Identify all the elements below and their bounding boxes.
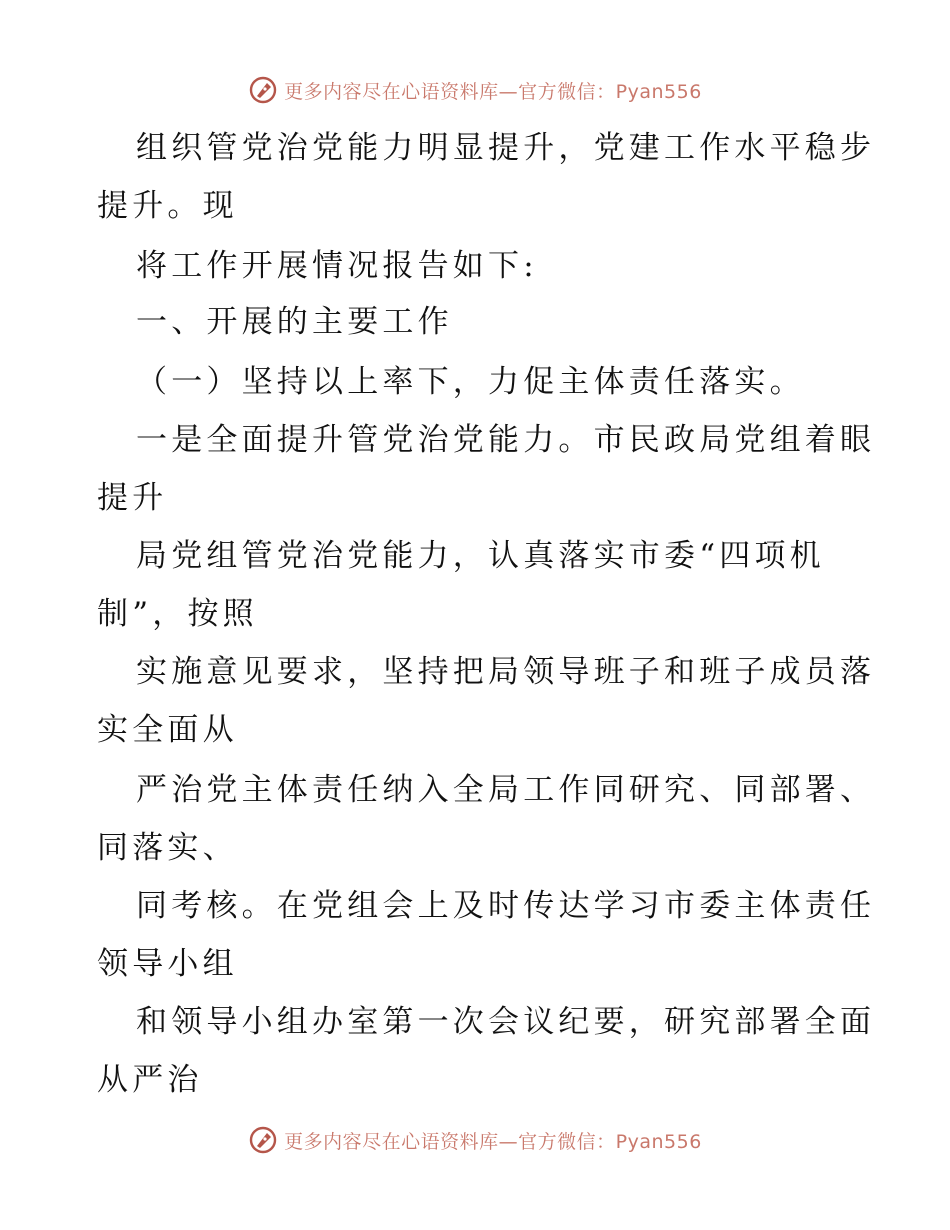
- header-watermark: [0, 70, 950, 110]
- watermark-text: 更多内容尽在心语资料库—官方微信：Pyan556: [284, 80, 702, 103]
- paragraph-line: 局党组管党治党能力，认真落实市委“四项机: [136, 538, 825, 574]
- section-heading: 一、开展的主要工作: [136, 304, 453, 340]
- paragraph-line: 严治党主体责任纳入全局工作同研究、同部署、: [136, 772, 876, 808]
- paragraph-line: 制”，按照: [97, 596, 258, 632]
- paragraph-line: 同落实、: [97, 830, 238, 866]
- paragraph-line: 将工作开展情况报告如下:: [136, 248, 538, 284]
- paragraph-line: 提升: [97, 480, 168, 516]
- pen-nib-circle-icon: [248, 75, 278, 105]
- watermark-text: 更多内容尽在心语资料库—官方微信：Pyan556: [284, 1130, 702, 1153]
- pen-nib-circle-icon: [248, 1125, 278, 1155]
- paragraph-line: 实全面从: [97, 712, 238, 748]
- footer-watermark: [0, 1120, 950, 1160]
- paragraph-line: 领导小组: [97, 946, 238, 982]
- paragraph-line: 和领导小组办室第一次会议纪要，研究部署全面: [136, 1004, 876, 1040]
- paragraph-line: 一是全面提升管党治党能力。市民政局党组着眼: [136, 422, 876, 458]
- paragraph-line: 实施意见要求，坚持把局领导班子和班子成员落: [136, 654, 876, 690]
- paragraph-line: 同考核。在党组会上及时传达学习市委主体责任: [136, 888, 876, 924]
- paragraph-line: 提升。现: [97, 188, 238, 224]
- paragraph-line: 组织管党治党能力明显提升，党建工作水平稳步: [136, 130, 876, 166]
- subsection-heading: （一）坚持以上率下，力促主体责任落实。: [136, 364, 805, 400]
- paragraph-line: 从严治: [97, 1062, 203, 1098]
